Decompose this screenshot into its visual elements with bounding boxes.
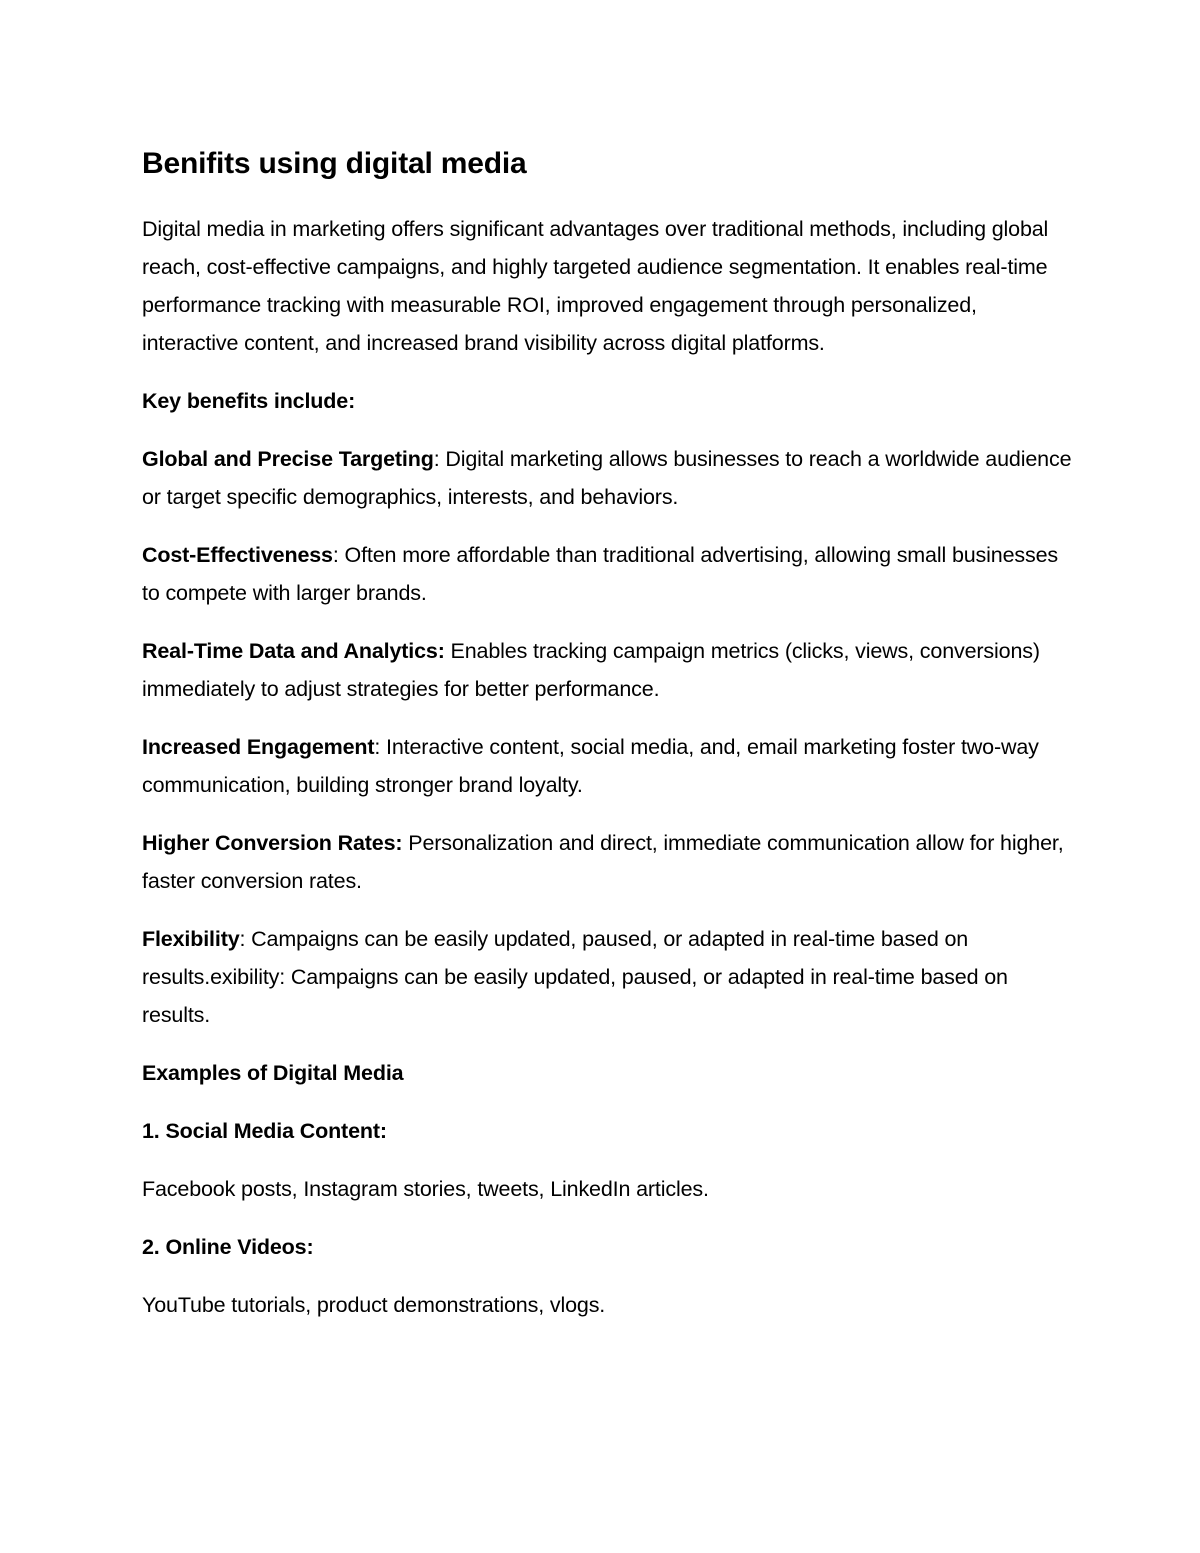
benefit-text: Digital marketing allows businesses to reach a worldwide audience or target specific demographics, interests, and behaviors. — [142, 447, 1072, 509]
example-text-online-videos: YouTube tutorials, product demonstrations, vlogs. — [142, 1293, 606, 1317]
benefit-separator: : — [239, 927, 252, 951]
intro-paragraph: Digital media in marketing offers significant advantages over traditional methods, including global reach, cost-effective campaigns, and highly targeted audience segmentation. It enables real-time performance tracking with measurable ROI, improved engagement through personalized, interactive content, and increased brand visibility across digital platforms. — [142, 217, 1049, 355]
benefit-real-time-data — [142, 632, 1072, 708]
document-title: Benifits using digital media — [142, 147, 527, 180]
document-body — [142, 140, 1072, 1344]
benefit-cost-effectiveness — [142, 536, 1072, 612]
benefit-global-targeting — [142, 440, 1072, 516]
examples-heading: Examples of Digital Media — [142, 1061, 404, 1085]
benefit-text: Interactive content, social media, and, email marketing foster two-way communication, building stronger brand loyalty. — [142, 735, 1039, 797]
benefit-term: Real-Time Data and Analytics: — [142, 639, 445, 663]
benefit-term: Cost-Effectiveness — [142, 543, 333, 567]
example-heading-online-videos: 2. Online Videos: — [142, 1235, 314, 1259]
example-text-social-media: Facebook posts, Instagram stories, tweets, LinkedIn articles. — [142, 1177, 709, 1201]
benefit-term: Increased Engagement — [142, 735, 375, 759]
benefit-separator: : — [332, 543, 345, 567]
example-heading-social-media: 1. Social Media Content: — [142, 1119, 387, 1143]
benefit-separator: : — [374, 735, 387, 759]
key-benefits-heading: Key benefits include: — [142, 389, 356, 413]
benefit-text: Personalization and direct, immediate communication allow for higher, faster conversion rates. — [142, 831, 1064, 893]
benefit-term: Global and Precise Targeting — [142, 447, 434, 471]
benefit-separator: : — [433, 447, 446, 471]
benefit-term: Higher Conversion Rates: — [142, 831, 403, 855]
benefit-text: Often more affordable than traditional advertising, allowing small businesses to compete with larger brands. — [142, 543, 1059, 605]
benefit-increased-engagement — [142, 728, 1072, 804]
benefit-text: Campaigns can be easily updated, paused, or adapted in real-time based on results.exibility: Campaigns can be easily updated, paused, or adapted in real-time based on results. — [142, 927, 1008, 1027]
benefit-higher-conversion — [142, 824, 1072, 900]
benefit-term: Flexibility — [142, 927, 240, 951]
benefit-text: Enables tracking campaign metrics (clicks, views, conversions) immediately to adjust strategies for better performance. — [142, 639, 1040, 701]
benefit-flexibility — [142, 920, 1072, 1034]
